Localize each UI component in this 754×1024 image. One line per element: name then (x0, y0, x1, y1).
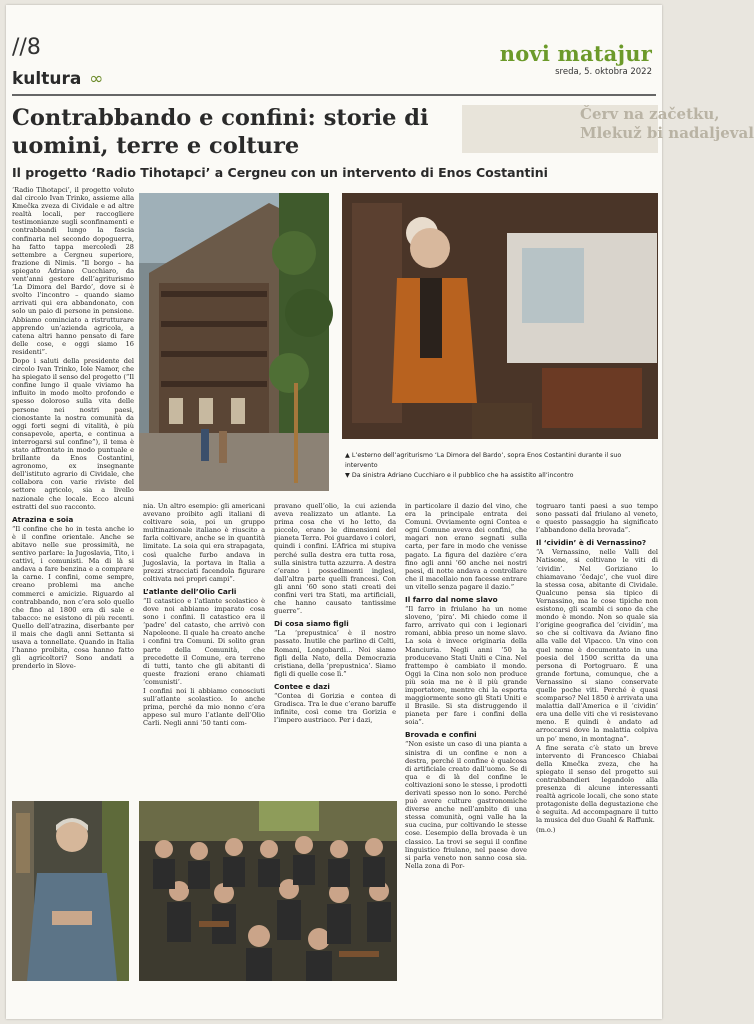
paragraph: nia. Un altro esempio: gli americani avevano proibito agli italiani di coltivare soia, poi un gruppo multinazionale italiano è riuscito a farla coltivare, anche se in quantità limitate. La soia qui era strapagata, così qualche furbo andava in Jugoslavia, la portava in Italia a prezzi stracciati facendola figurare coltivata nei propri campi”. (143, 502, 265, 583)
photo-enos-costantini (342, 193, 658, 439)
subheading: Atrazina e soia (12, 514, 74, 524)
paragraph: “Il farro in friulano ha un nome sloveno, ‘pira’. Mi chiedo come il farro, arrivato qui con i legionari romani, abbia preso un nome slavo. La soia è invece originaria della Manciuria. Negli anni ’50 la producevano Stati Uniti e Cina. Nel frattempo è cambiato il mondo. Oggi la Cina non solo non produce più soia ma ne è il più grande importatore, mentre chi la esporta maggiormente sono gli Stati Uniti e il Brasile. Si sta distruggendo il pianeta per fare i confini della soia”. (405, 605, 527, 727)
paragraph: Dopo i saluti della presidente del circolo Ivan Trinko, Iole Namor, che ha spiegato il senso del progetto (“Il confine lungo il quale viviamo ha influito in modo molto profondo e spesso doloroso sulla vita delle persone nei nostri paesi, cionostante la nostra comunità da oggi forti segni di vitalità, è più consapevole, aperta, e continua a interrogarsi sul confine”), il tema è stato affrontato in modo puntuale e brillante da Enos Costantini, agronomo, ex insegnante dell’istituto agrario di Cividale, che collabora con varie riviste del settore agricolo, sia a livello nazionale che locale. Ecco alcuni estratti del suo racconto. (12, 356, 134, 511)
subheading: Di cosa siamo figli (274, 619, 349, 629)
subheading: Il ‘cividin’ è di Vernassino? (536, 538, 647, 548)
paragraph: ‘Radio Tihotapci’, il progetto voluto dal circolo Ivan Trinko, assieme alla Kmečka zveza di Cividale e ad altre realtà locali, per raccogliere testimonianze sugli sconfinamenti e contrabbandi lungo la fascia confinaria nel secondo dopoguerra, ha fatto tappa mercoledì 28 settembre a Cergneu superiore, frazione di Nimis. “Il borgo – ha spiegato Adriano Cucchiaro, da vent’anni gestore dell’agriturismo ‘La Dimora del Bardo’, dove si è svolto l’incontro – quando siamo arrivati qui era abbandonato, con solo un paio di persone in pensione. Abbiamo cominciato a ristrutturare apprendo un’azienda agricola, a catena altri hanno pensato di fare delle cose, e oggi siamo 16 residenti”. (12, 186, 134, 356)
photo-audience (139, 801, 397, 981)
paragraph: “Non esiste un caso di una pianta a sinistra di un confine e non a destra, perché il confine è qualcosa di artificiale creato dall’uomo. Se di qua e di là del confine le coltivazioni sono le stesse, i prodotti derivati spesso non lo sono. Perché può avere culture gastronomiche diverse anche nell’ambito di una stessa comunità, ogni valle ha la sua cucina, pur coltivando le stesse cose. L’esempio della brovada è un classico. La trovi se segui il confine linguistico friulano, nel paese dove si parla veneto non sanno cosa sia. Nella zona di Por- (405, 740, 527, 870)
speaker-illustration (342, 193, 658, 439)
caption-bottom: ▼ Da sinistra Adriano Cucchiaro e il pubblico che ha assistito all’incontro (345, 472, 574, 479)
photo-captions (345, 451, 655, 481)
issue-date: sreda, 5. oktobra 2022 (555, 67, 652, 77)
page-number: //8 (12, 35, 41, 60)
paragraph: A fine serata c’è stato un breve intervento di Francesco Chiabai della Kmečka zveza, che ha spiegato il senso del progetto sui contrabbandieri legandolo alla presenza di alcune interessanti realtà agricole locali, che sono state protagoniste della degustazione che è seguita. Ad accompagnare il tutto la musica del duo Guahl & Raffunk. (536, 743, 658, 825)
paragraph: togruaro tanti paesi a suo tempo sono passati dal friulano al veneto, e questo passaggio ha significato l’abbandono della brovada”. (536, 502, 658, 535)
subheading: Brovada e confini (405, 730, 477, 740)
bleed-line: Červ na začetku, (580, 105, 720, 123)
article-subtitle: Il progetto ‘Radio Tihotapci’ a Cergneu con un intervento di Enos Costantini (12, 165, 548, 180)
header-rule (12, 94, 656, 96)
photo-adriano-cucchiaro (12, 801, 129, 981)
section-name: kultura (12, 69, 82, 89)
subheading: L’atlante dell’Olio Carli (143, 586, 237, 596)
article-title: Contrabbando e confini: storie di uomini, terre e colture (12, 105, 429, 159)
caption-top: ▲ L’esterno dell’agriturismo ‘La Dimora del Bardo’, sopra Enos Costantini durante il suo intervento (345, 452, 622, 469)
article-column-5 (536, 502, 658, 1012)
article-column-1 (12, 186, 134, 786)
paragraph: “Il catastico e l’atlante scolastico è dove noi abbiamo imparato cosa sono i confini. Il catastico era il ‘padre’ del catasto, che arrivò con Napoleone. Il quale ha creato anche i confini tra Comuni. Di solito gran parte della Comunità, che precedette il Comune, era terreno di tutti, tanto che gli abitanti di queste frazioni erano chiamati ‘comunisti’. (143, 596, 265, 686)
paragraph: “Contea di Gorizia e contea di Gradisca. Tra le due c’erano baruffe infinite, così come tra Gorizia e l’impero austriaco. Per i dazi, (274, 691, 396, 725)
newspaper-page (6, 5, 754, 1019)
article-column-4 (405, 502, 527, 1012)
subheading: Il farro dal nome slavo (405, 595, 498, 605)
paragraph: “Il confine che ho in testa anche io è il confine orientale. Anche se abitavo nelle sue prossimità, ne sentivo parlare: la Jugoslavia, Tito, i cattivi, i comunisti. Ma di là si andava a fare benzina e a comprare la carne. I confini, come sempre, creano problemi ma anche commerci e amicizie. Riguardo al contrabbando, non c’era solo quello che fino al 1800 era di sale e tabacco: ne esistono di più recenti. Quello dell’atrazina, diserbante per il mais che dagli anni Settanta si usava a tonnellate. Quando in Italia l’hanno proibita, cosa hanno fatto gli agricoltori? Sono andati a prenderlo in Slove- (12, 524, 134, 671)
subheading: Contee e dazi (274, 681, 330, 691)
newspaper-name: novi matajur (499, 41, 652, 66)
paragraph: pravano quell’olio, la cui azienda aveva realizzato un atlante. La prima cosa che vi ho letto, da piccolo, erano le dimensioni del pianeta Terra. Poi guardavo i colori, quindi i confini. L’Africa mi stupiva perché sulla destra era tutta rosa, sulla sinistra tutta azzurra. A destra c’erano i possedimenti inglesi, dall’altra parte quelli francesi. Con gli anni ’60 sono stati creati dei confini veri tra Stati, ma artificiali, che hanno causato tantissime guerre”. (274, 502, 396, 616)
paragraph: I confini noi li abbiamo conosciuti sull’atlante scolastico. Io anche prima, perché da mio nonno c’era appeso sul muro l’atlante dell’Olio Carli. Negli anni ’50 tanti com- (143, 686, 265, 728)
article-column-3 (274, 502, 396, 794)
infinity-icon: ∞ (89, 69, 104, 89)
audience-illustration (139, 801, 397, 981)
author-initials: (m.o.) (536, 825, 556, 834)
paragraph: “La ‘prepustnica’ è il nostro passato. Inutile che parlino di Celti, Romani, Longobardi… Noi siamo figli della Nato, della Democrazia cristiana, della ‘prepustnica’. Siamo figli di quelle cose lì.” (274, 629, 396, 678)
paragraph: in particolare il dazio del vino, che era la principale entrata dei Comuni. Ovviamente ogni Contea e ogni Comune aveva dei confini, che magari non erano segnati sulla carta, per fare in modo che venisse pagato. La figura del dazière c’era fino agli anni ’60 anche nei nostri paesi, di notte andava a controllare che il macellaio non facesse entrare un vitello senza pagare il dazio.” (405, 502, 527, 591)
article-column-2 (143, 502, 265, 794)
paragraph: “A Vernassino, nelle Valli del Natisone, si coltivano le viti di ‘cividin’. Nel Goriziano lo chiamavano ‘čedajc’, che vuol dire la stessa cosa, abitante di Cividale. Qualcuno pensa sia tipico di Vernassino, ma le cose tipiche non esistono, gli scambi ci sono da che mondo è mondo. Non so quale sia l’origine geografica del ‘cividin’, ma so che si coltivava da Aviano fino alla valle del Vipacco. Un vino con quel nome è documentato in una poesia del 1500 scritta da una persona di Portogruaro. È una grande fortuna, comunque, che a Vernassino si siano conservate quelle poche viti. Perché è quasi scomparso? Nel 1850 è arrivata una malattia dall’America e il ‘cividin’ era una delle viti che vi resistevano meno. E quindi è andato ad arroccarsi dove la malattia colpiva un po’ meno, in montagna”. (536, 548, 658, 743)
photo-agriturismo-exterior (139, 193, 329, 491)
bleed-line: Mlekuž bi nadaljeval (580, 124, 754, 142)
building-illustration (139, 193, 329, 491)
section-label (12, 69, 103, 89)
bleed-through-text (462, 105, 754, 153)
portrait-illustration (12, 801, 129, 981)
